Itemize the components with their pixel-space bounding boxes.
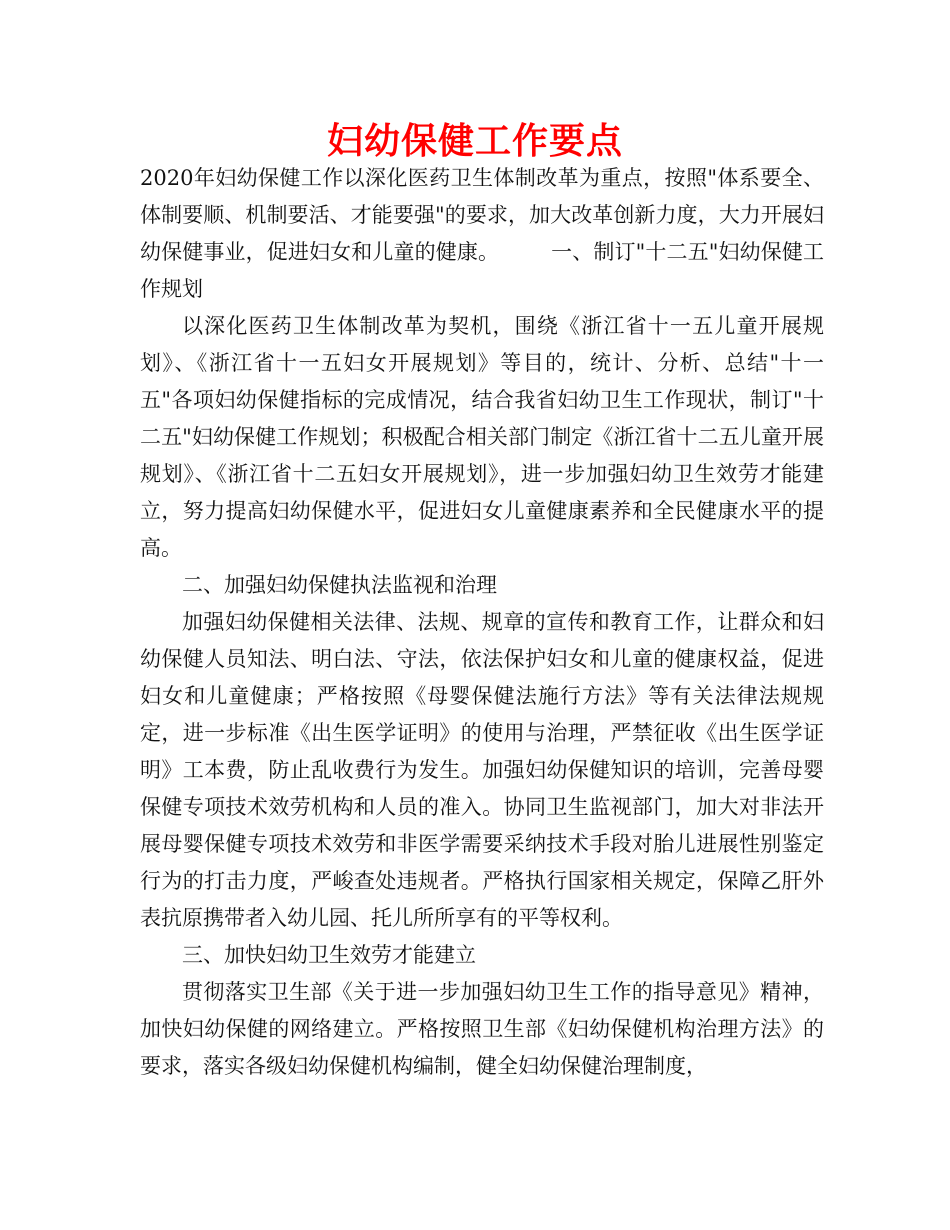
- intro-paragraph: [140, 160, 824, 308]
- section1-heading: 一、制订"十二五"妇幼保健工作规划: [140, 240, 825, 301]
- section2-heading: 二、加强妇幼保健执法监视和治理: [182, 573, 497, 597]
- intro-text: 2020年妇幼保健工作以深化医药卫生体制改革为重点，按照"体系要全、体制要顺、机制要活、才能要强"的要求，加大改革创新力度，大力开展妇幼保健事业，促进妇女和儿童的健康。: [140, 166, 824, 264]
- section3-heading: 三、加快妇幼卫生效劳才能建立: [182, 943, 476, 967]
- document-title: 妇幼保健工作要点: [326, 121, 623, 162]
- section1-paragraph: 以深化医药卫生体制改革为契机，围绕《浙江省十一五儿童开展规划》、《浙江省十一五妇女开展规划》等目的，统计、分析、总结"十一五"各项妇幼保健指标的完成情况，结合我省妇幼卫生工作现状，制订"十二五"妇幼保健工作规划；积极配合相关部门制定《浙江省十二五儿童开展规划》、《浙江省十二五妇女开展规划》，进一步加强妇幼卫生效劳才能建立，努力提高妇幼保健水平，促进妇女儿童健康素养和全民健康水平的提高。: [140, 314, 824, 560]
- document-body: [140, 160, 824, 1085]
- section2-paragraph: 加强妇幼保健相关法律、法规、规章的宣传和教育工作，让群众和妇幼保健人员知法、明白法、守法，依法保护妇女和儿童的健康权益，促进妇女和儿童健康；严格按照《母婴保健法施行方法》等有关法律法规规定，进一步标准《出生医学证明》的使用与治理，严禁征收《出生医学证明》工本费，防止乱收费行为发生。加强妇幼保健知识的培训，完善母婴保健专项技术效劳机构和人员的准入。协同卫生监视部门，加大对非法开展母婴保健专项技术效劳和非医学需要采纳技术手段对胎儿进展性别鉴定行为的打击力度，严峻查处违规者。严格执行国家相关规定，保障乙肝外表抗原携带者入幼儿园、托儿所所享有的平等权利。: [140, 610, 824, 930]
- section3-paragraph: 贯彻落实卫生部《关于进一步加强妇幼卫生工作的指导意见》精神，加快妇幼保健的网络建立。严格按照卫生部《妇幼保健机构治理方法》的要求，落实各级妇幼保健机构编制，健全妇幼保健治理制度，: [140, 980, 824, 1078]
